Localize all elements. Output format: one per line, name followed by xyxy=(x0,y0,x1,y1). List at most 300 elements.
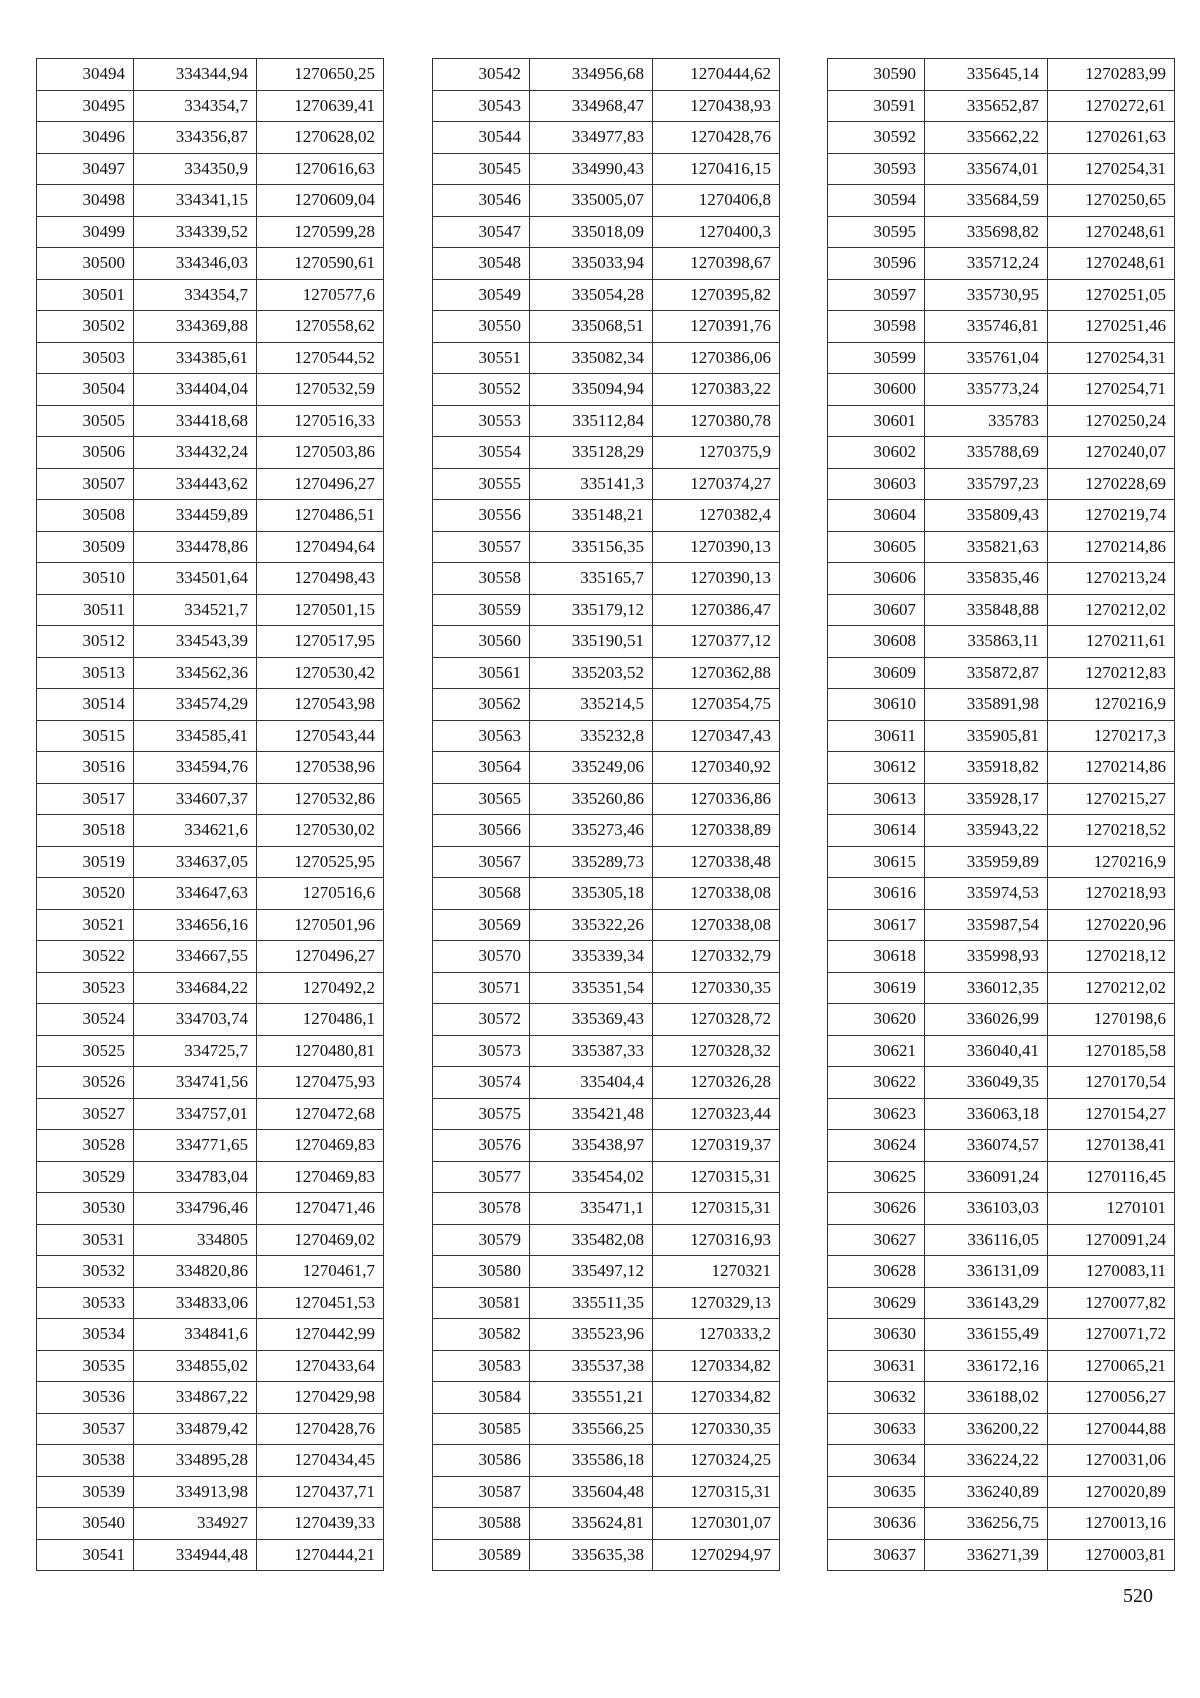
x-coordinate-cell: 334833,06 xyxy=(134,1287,257,1319)
y-coordinate-cell: 1270377,12 xyxy=(653,626,780,658)
point-id-cell: 30593 xyxy=(828,153,925,185)
point-id-cell: 30522 xyxy=(37,941,134,973)
x-coordinate-cell: 334501,64 xyxy=(134,563,257,595)
x-coordinate-cell: 335652,87 xyxy=(925,90,1048,122)
y-coordinate-cell: 1270530,42 xyxy=(257,657,384,689)
y-coordinate-cell: 1270400,3 xyxy=(653,216,780,248)
table-row xyxy=(828,689,1175,721)
table-row xyxy=(433,153,780,185)
y-coordinate-cell: 1270083,11 xyxy=(1048,1256,1175,1288)
x-coordinate-cell: 334703,74 xyxy=(134,1004,257,1036)
x-coordinate-cell: 334574,29 xyxy=(134,689,257,721)
x-coordinate-cell: 336143,29 xyxy=(925,1287,1048,1319)
x-coordinate-cell: 334339,52 xyxy=(134,216,257,248)
x-coordinate-cell: 334805 xyxy=(134,1224,257,1256)
point-id-cell: 30582 xyxy=(433,1319,530,1351)
point-id-cell: 30513 xyxy=(37,657,134,689)
x-coordinate-cell: 334968,47 xyxy=(530,90,653,122)
table-row xyxy=(828,815,1175,847)
point-id-cell: 30520 xyxy=(37,878,134,910)
y-coordinate-cell: 1270616,63 xyxy=(257,153,384,185)
y-coordinate-cell: 1270437,71 xyxy=(257,1476,384,1508)
table-row xyxy=(828,846,1175,878)
point-id-cell: 30572 xyxy=(433,1004,530,1036)
table-row xyxy=(433,1476,780,1508)
y-coordinate-cell: 1270486,1 xyxy=(257,1004,384,1036)
y-coordinate-cell: 1270116,45 xyxy=(1048,1161,1175,1193)
x-coordinate-cell: 334344,94 xyxy=(134,59,257,91)
x-coordinate-cell: 335005,07 xyxy=(530,185,653,217)
table-row xyxy=(828,720,1175,752)
x-coordinate-cell: 335128,29 xyxy=(530,437,653,469)
point-id-cell: 30616 xyxy=(828,878,925,910)
table-row xyxy=(37,657,384,689)
point-id-cell: 30494 xyxy=(37,59,134,91)
y-coordinate-cell: 1270525,95 xyxy=(257,846,384,878)
table-row xyxy=(37,783,384,815)
x-coordinate-cell: 335165,7 xyxy=(530,563,653,595)
point-id-cell: 30528 xyxy=(37,1130,134,1162)
x-coordinate-cell: 335289,73 xyxy=(530,846,653,878)
point-id-cell: 30527 xyxy=(37,1098,134,1130)
point-id-cell: 30568 xyxy=(433,878,530,910)
table-row xyxy=(828,909,1175,941)
table-row xyxy=(433,657,780,689)
point-id-cell: 30507 xyxy=(37,468,134,500)
table-row xyxy=(828,1350,1175,1382)
y-coordinate-cell: 1270650,25 xyxy=(257,59,384,91)
point-id-cell: 30529 xyxy=(37,1161,134,1193)
table-row xyxy=(433,279,780,311)
point-id-cell: 30611 xyxy=(828,720,925,752)
x-coordinate-cell: 336256,75 xyxy=(925,1508,1048,1540)
x-coordinate-cell: 334867,22 xyxy=(134,1382,257,1414)
point-id-cell: 30620 xyxy=(828,1004,925,1036)
x-coordinate-cell: 334585,41 xyxy=(134,720,257,752)
point-id-cell: 30567 xyxy=(433,846,530,878)
point-id-cell: 30585 xyxy=(433,1413,530,1445)
y-coordinate-cell: 1270386,06 xyxy=(653,342,780,374)
table-row xyxy=(433,941,780,973)
table-row xyxy=(37,311,384,343)
point-id-cell: 30629 xyxy=(828,1287,925,1319)
x-coordinate-cell: 334990,43 xyxy=(530,153,653,185)
y-coordinate-cell: 1270315,31 xyxy=(653,1161,780,1193)
x-coordinate-cell: 334354,7 xyxy=(134,279,257,311)
point-id-cell: 30575 xyxy=(433,1098,530,1130)
point-id-cell: 30554 xyxy=(433,437,530,469)
y-coordinate-cell: 1270333,2 xyxy=(653,1319,780,1351)
table-row xyxy=(433,500,780,532)
y-coordinate-cell: 1270503,86 xyxy=(257,437,384,469)
table-row xyxy=(37,941,384,973)
y-coordinate-cell: 1270212,02 xyxy=(1048,594,1175,626)
table-row xyxy=(828,1319,1175,1351)
y-coordinate-cell: 1270324,25 xyxy=(653,1445,780,1477)
x-coordinate-cell: 335783 xyxy=(925,405,1048,437)
y-coordinate-cell: 1270590,61 xyxy=(257,248,384,280)
y-coordinate-cell: 1270362,88 xyxy=(653,657,780,689)
x-coordinate-cell: 334647,63 xyxy=(134,878,257,910)
table-row xyxy=(37,342,384,374)
table-row xyxy=(433,185,780,217)
x-coordinate-cell: 335730,95 xyxy=(925,279,1048,311)
x-coordinate-cell: 334385,61 xyxy=(134,342,257,374)
table-row xyxy=(828,500,1175,532)
x-coordinate-cell: 335928,17 xyxy=(925,783,1048,815)
x-coordinate-cell: 335404,4 xyxy=(530,1067,653,1099)
point-id-cell: 30562 xyxy=(433,689,530,721)
coordinates-table-2 xyxy=(432,58,780,1571)
table-row xyxy=(37,626,384,658)
x-coordinate-cell: 335497,12 xyxy=(530,1256,653,1288)
table-row xyxy=(828,972,1175,1004)
y-coordinate-cell: 1270216,9 xyxy=(1048,846,1175,878)
table-row xyxy=(37,1445,384,1477)
table-row xyxy=(828,153,1175,185)
table-row xyxy=(433,1193,780,1225)
y-coordinate-cell: 1270444,62 xyxy=(653,59,780,91)
x-coordinate-cell: 335943,22 xyxy=(925,815,1048,847)
point-id-cell: 30579 xyxy=(433,1224,530,1256)
table-row xyxy=(828,248,1175,280)
x-coordinate-cell: 335848,88 xyxy=(925,594,1048,626)
x-coordinate-cell: 335674,01 xyxy=(925,153,1048,185)
table-row xyxy=(828,468,1175,500)
point-id-cell: 30521 xyxy=(37,909,134,941)
table-row xyxy=(433,374,780,406)
table-row xyxy=(37,1193,384,1225)
x-coordinate-cell: 335273,46 xyxy=(530,815,653,847)
table-row xyxy=(37,1004,384,1036)
table-row xyxy=(37,90,384,122)
x-coordinate-cell: 335773,24 xyxy=(925,374,1048,406)
point-id-cell: 30538 xyxy=(37,1445,134,1477)
point-id-cell: 30505 xyxy=(37,405,134,437)
x-coordinate-cell: 335018,09 xyxy=(530,216,653,248)
point-id-cell: 30563 xyxy=(433,720,530,752)
table-row xyxy=(37,531,384,563)
y-coordinate-cell: 1270383,22 xyxy=(653,374,780,406)
point-id-cell: 30584 xyxy=(433,1382,530,1414)
y-coordinate-cell: 1270516,33 xyxy=(257,405,384,437)
point-id-cell: 30600 xyxy=(828,374,925,406)
y-coordinate-cell: 1270461,7 xyxy=(257,1256,384,1288)
point-id-cell: 30504 xyxy=(37,374,134,406)
point-id-cell: 30604 xyxy=(828,500,925,532)
table-row xyxy=(828,752,1175,784)
table-row xyxy=(828,1161,1175,1193)
table-row xyxy=(828,1004,1175,1036)
y-coordinate-cell: 1270501,15 xyxy=(257,594,384,626)
table-row xyxy=(433,468,780,500)
y-coordinate-cell: 1270338,08 xyxy=(653,878,780,910)
point-id-cell: 30524 xyxy=(37,1004,134,1036)
x-coordinate-cell: 335987,54 xyxy=(925,909,1048,941)
y-coordinate-cell: 1270380,78 xyxy=(653,405,780,437)
x-coordinate-cell: 335511,35 xyxy=(530,1287,653,1319)
x-coordinate-cell: 336074,57 xyxy=(925,1130,1048,1162)
table-row xyxy=(37,1476,384,1508)
point-id-cell: 30613 xyxy=(828,783,925,815)
point-id-cell: 30573 xyxy=(433,1035,530,1067)
y-coordinate-cell: 1270091,24 xyxy=(1048,1224,1175,1256)
point-id-cell: 30500 xyxy=(37,248,134,280)
y-coordinate-cell: 1270391,76 xyxy=(653,311,780,343)
x-coordinate-cell: 334944,48 xyxy=(134,1539,257,1571)
table-row xyxy=(37,279,384,311)
x-coordinate-cell: 335797,23 xyxy=(925,468,1048,500)
point-id-cell: 30531 xyxy=(37,1224,134,1256)
table-row xyxy=(433,1350,780,1382)
table-row xyxy=(433,1130,780,1162)
table-row xyxy=(433,909,780,941)
y-coordinate-cell: 1270599,28 xyxy=(257,216,384,248)
point-id-cell: 30626 xyxy=(828,1193,925,1225)
point-id-cell: 30606 xyxy=(828,563,925,595)
table-row xyxy=(828,279,1175,311)
y-coordinate-cell: 1270077,82 xyxy=(1048,1287,1175,1319)
x-coordinate-cell: 335761,04 xyxy=(925,342,1048,374)
x-coordinate-cell: 335454,02 xyxy=(530,1161,653,1193)
table-row xyxy=(433,846,780,878)
point-id-cell: 30602 xyxy=(828,437,925,469)
table-row xyxy=(433,594,780,626)
y-coordinate-cell: 1270323,44 xyxy=(653,1098,780,1130)
point-id-cell: 30628 xyxy=(828,1256,925,1288)
y-coordinate-cell: 1270218,12 xyxy=(1048,941,1175,973)
point-id-cell: 30530 xyxy=(37,1193,134,1225)
y-coordinate-cell: 1270354,75 xyxy=(653,689,780,721)
y-coordinate-cell: 1270013,16 xyxy=(1048,1508,1175,1540)
x-coordinate-cell: 335214,5 xyxy=(530,689,653,721)
point-id-cell: 30610 xyxy=(828,689,925,721)
y-coordinate-cell: 1270390,13 xyxy=(653,531,780,563)
table-row xyxy=(37,1287,384,1319)
point-id-cell: 30534 xyxy=(37,1319,134,1351)
table-row xyxy=(828,1476,1175,1508)
y-coordinate-cell: 1270212,83 xyxy=(1048,657,1175,689)
x-coordinate-cell: 336026,99 xyxy=(925,1004,1048,1036)
x-coordinate-cell: 334855,02 xyxy=(134,1350,257,1382)
x-coordinate-cell: 334841,6 xyxy=(134,1319,257,1351)
table-row xyxy=(433,1098,780,1130)
point-id-cell: 30499 xyxy=(37,216,134,248)
point-id-cell: 30503 xyxy=(37,342,134,374)
x-coordinate-cell: 336116,05 xyxy=(925,1224,1048,1256)
point-id-cell: 30556 xyxy=(433,500,530,532)
y-coordinate-cell: 1270538,96 xyxy=(257,752,384,784)
point-id-cell: 30577 xyxy=(433,1161,530,1193)
x-coordinate-cell: 334684,22 xyxy=(134,972,257,1004)
x-coordinate-cell: 336172,16 xyxy=(925,1350,1048,1382)
y-coordinate-cell: 1270065,21 xyxy=(1048,1350,1175,1382)
point-id-cell: 30559 xyxy=(433,594,530,626)
point-id-cell: 30550 xyxy=(433,311,530,343)
x-coordinate-cell: 334913,98 xyxy=(134,1476,257,1508)
table-row xyxy=(433,1287,780,1319)
x-coordinate-cell: 335369,43 xyxy=(530,1004,653,1036)
x-coordinate-cell: 335835,46 xyxy=(925,563,1048,595)
x-coordinate-cell: 336188,02 xyxy=(925,1382,1048,1414)
point-id-cell: 30502 xyxy=(37,311,134,343)
table-row xyxy=(37,216,384,248)
point-id-cell: 30540 xyxy=(37,1508,134,1540)
x-coordinate-cell: 335998,93 xyxy=(925,941,1048,973)
y-coordinate-cell: 1270316,93 xyxy=(653,1224,780,1256)
table-row xyxy=(828,531,1175,563)
point-id-cell: 30607 xyxy=(828,594,925,626)
coordinates-table-3 xyxy=(827,58,1175,1571)
y-coordinate-cell: 1270429,98 xyxy=(257,1382,384,1414)
table-row xyxy=(433,531,780,563)
table-row xyxy=(37,1161,384,1193)
y-coordinate-cell: 1270250,65 xyxy=(1048,185,1175,217)
table-row xyxy=(433,1004,780,1036)
x-coordinate-cell: 335918,82 xyxy=(925,752,1048,784)
y-coordinate-cell: 1270433,64 xyxy=(257,1350,384,1382)
y-coordinate-cell: 1270390,13 xyxy=(653,563,780,595)
page-number: 520 xyxy=(1123,1585,1153,1607)
y-coordinate-cell: 1270328,32 xyxy=(653,1035,780,1067)
table-row xyxy=(37,1224,384,1256)
y-coordinate-cell: 1270283,99 xyxy=(1048,59,1175,91)
table-row xyxy=(37,1539,384,1571)
x-coordinate-cell: 336200,22 xyxy=(925,1413,1048,1445)
x-coordinate-cell: 334895,28 xyxy=(134,1445,257,1477)
x-coordinate-cell: 335959,89 xyxy=(925,846,1048,878)
x-coordinate-cell: 335624,81 xyxy=(530,1508,653,1540)
table-row xyxy=(828,405,1175,437)
x-coordinate-cell: 335635,38 xyxy=(530,1539,653,1571)
table-row xyxy=(433,1382,780,1414)
table-row xyxy=(433,342,780,374)
point-id-cell: 30498 xyxy=(37,185,134,217)
point-id-cell: 30598 xyxy=(828,311,925,343)
y-coordinate-cell: 1270628,02 xyxy=(257,122,384,154)
y-coordinate-cell: 1270251,05 xyxy=(1048,279,1175,311)
table-row xyxy=(828,941,1175,973)
y-coordinate-cell: 1270020,89 xyxy=(1048,1476,1175,1508)
point-id-cell: 30570 xyxy=(433,941,530,973)
table-row xyxy=(37,248,384,280)
x-coordinate-cell: 335141,3 xyxy=(530,468,653,500)
y-coordinate-cell: 1270451,53 xyxy=(257,1287,384,1319)
point-id-cell: 30509 xyxy=(37,531,134,563)
table-row xyxy=(433,1256,780,1288)
table-row xyxy=(828,657,1175,689)
table-row xyxy=(433,405,780,437)
x-coordinate-cell: 335872,87 xyxy=(925,657,1048,689)
point-id-cell: 30555 xyxy=(433,468,530,500)
point-id-cell: 30580 xyxy=(433,1256,530,1288)
y-coordinate-cell: 1270494,64 xyxy=(257,531,384,563)
x-coordinate-cell: 334820,86 xyxy=(134,1256,257,1288)
x-coordinate-cell: 335156,35 xyxy=(530,531,653,563)
y-coordinate-cell: 1270496,27 xyxy=(257,468,384,500)
x-coordinate-cell: 334667,55 xyxy=(134,941,257,973)
point-id-cell: 30496 xyxy=(37,122,134,154)
y-coordinate-cell: 1270416,15 xyxy=(653,153,780,185)
point-id-cell: 30558 xyxy=(433,563,530,595)
point-id-cell: 30548 xyxy=(433,248,530,280)
point-id-cell: 30596 xyxy=(828,248,925,280)
x-coordinate-cell: 334354,7 xyxy=(134,90,257,122)
point-id-cell: 30574 xyxy=(433,1067,530,1099)
point-id-cell: 30552 xyxy=(433,374,530,406)
y-coordinate-cell: 1270329,13 xyxy=(653,1287,780,1319)
point-id-cell: 30635 xyxy=(828,1476,925,1508)
y-coordinate-cell: 1270330,35 xyxy=(653,1413,780,1445)
table-row xyxy=(828,216,1175,248)
y-coordinate-cell: 1270217,3 xyxy=(1048,720,1175,752)
table-row xyxy=(828,122,1175,154)
x-coordinate-cell: 334771,65 xyxy=(134,1130,257,1162)
point-id-cell: 30497 xyxy=(37,153,134,185)
y-coordinate-cell: 1270101 xyxy=(1048,1193,1175,1225)
point-id-cell: 30543 xyxy=(433,90,530,122)
x-coordinate-cell: 335566,25 xyxy=(530,1413,653,1445)
table-row xyxy=(433,1035,780,1067)
x-coordinate-cell: 334341,15 xyxy=(134,185,257,217)
point-id-cell: 30515 xyxy=(37,720,134,752)
point-id-cell: 30517 xyxy=(37,783,134,815)
x-coordinate-cell: 335712,24 xyxy=(925,248,1048,280)
table-row xyxy=(37,1382,384,1414)
x-coordinate-cell: 335891,98 xyxy=(925,689,1048,721)
point-id-cell: 30553 xyxy=(433,405,530,437)
table-row xyxy=(828,626,1175,658)
x-coordinate-cell: 336240,89 xyxy=(925,1476,1048,1508)
x-coordinate-cell: 335905,81 xyxy=(925,720,1048,752)
point-id-cell: 30633 xyxy=(828,1413,925,1445)
y-coordinate-cell: 1270472,68 xyxy=(257,1098,384,1130)
point-id-cell: 30510 xyxy=(37,563,134,595)
point-id-cell: 30544 xyxy=(433,122,530,154)
y-coordinate-cell: 1270486,51 xyxy=(257,500,384,532)
table-row xyxy=(433,1445,780,1477)
x-coordinate-cell: 334543,39 xyxy=(134,626,257,658)
x-coordinate-cell: 335604,48 xyxy=(530,1476,653,1508)
x-coordinate-cell: 335179,12 xyxy=(530,594,653,626)
table-row xyxy=(433,122,780,154)
y-coordinate-cell: 1270517,95 xyxy=(257,626,384,658)
y-coordinate-cell: 1270056,27 xyxy=(1048,1382,1175,1414)
point-id-cell: 30632 xyxy=(828,1382,925,1414)
table-row xyxy=(828,1067,1175,1099)
y-coordinate-cell: 1270319,37 xyxy=(653,1130,780,1162)
x-coordinate-cell: 336103,03 xyxy=(925,1193,1048,1225)
y-coordinate-cell: 1270254,71 xyxy=(1048,374,1175,406)
point-id-cell: 30549 xyxy=(433,279,530,311)
point-id-cell: 30519 xyxy=(37,846,134,878)
point-id-cell: 30637 xyxy=(828,1539,925,1571)
x-coordinate-cell: 334346,03 xyxy=(134,248,257,280)
x-coordinate-cell: 334725,7 xyxy=(134,1035,257,1067)
x-coordinate-cell: 335203,52 xyxy=(530,657,653,689)
x-coordinate-cell: 335305,18 xyxy=(530,878,653,910)
point-id-cell: 30541 xyxy=(37,1539,134,1571)
table-row xyxy=(433,783,780,815)
table-row xyxy=(828,1413,1175,1445)
table-row xyxy=(433,1067,780,1099)
y-coordinate-cell: 1270480,81 xyxy=(257,1035,384,1067)
y-coordinate-cell: 1270334,82 xyxy=(653,1350,780,1382)
y-coordinate-cell: 1270544,52 xyxy=(257,342,384,374)
y-coordinate-cell: 1270031,06 xyxy=(1048,1445,1175,1477)
point-id-cell: 30566 xyxy=(433,815,530,847)
y-coordinate-cell: 1270501,96 xyxy=(257,909,384,941)
